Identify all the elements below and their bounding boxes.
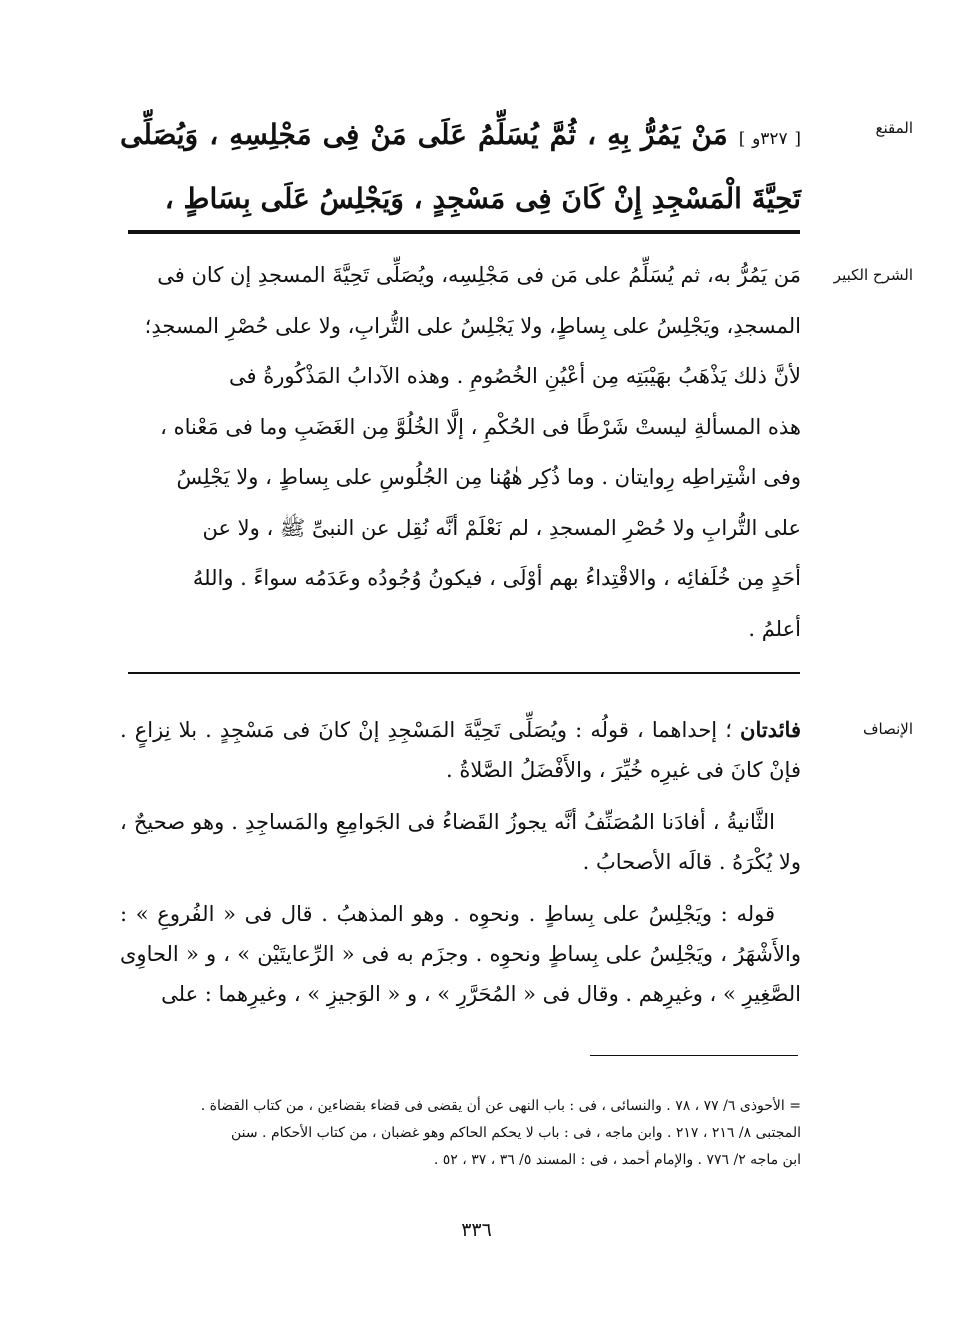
sharh-line: المسجدِ، ويَجْلِسُ على بِساطٍ، ولا يَجْلِسُ على التُّرابِ، ولا على حُصْرِ المسجدِ؛ bbox=[144, 313, 801, 338]
sharh-line: مَن يَمُرُّ به، ثم يُسَلِّمُ على مَن فى مَجْلِسِه، ويُصَلِّى تَحِيَّةَ المسجدِ إن كان فى bbox=[157, 263, 801, 287]
sharh-line: أحَدٍ مِن خُلَفائِه ، والاقْتِداءُ بهم أوْلَى ، فيكونُ وُجُودُه وعَدَمُه سواءً . واللهُ bbox=[192, 566, 801, 590]
sharh-line: وفى اشْتِراطِه رِوايتان . وما ذُكِر هٰهُنا مِن الجُلُوسِ على بِساطٍ ، ولا يَجْلِسُ bbox=[176, 465, 801, 489]
footnote-line: ابن ماجه ٢/ ٧٧٦ . والإمام أحمد ، فى : المسند ٥/ ٣٦ ، ٣٧ ، ٥٢ . bbox=[433, 1152, 801, 1168]
footnote-line: المجتبى ٨/ ٢١٦ ، ٢١٧ . وابن ماجه ، فى : باب لا يحكم الحاكم وهو غضبان ، من كتاب الأحكام . سنن bbox=[230, 1125, 801, 1141]
sharh-line: أعلمُ . bbox=[748, 616, 801, 641]
footnotes bbox=[120, 1093, 801, 1174]
muqni-body: مَنْ يَمُرُّ بِهِ ، ثُمَّ يُسَلِّمُ عَلَى مَنْ فِى مَجْلِسِهِ ، وَيُصَلِّى تَحِيَّةَ الْمَسْجِدِ إِنْ كَانَ فِى مَسْجِدٍ ، وَيَجْلِسُ عَلَى بِسَاطٍ ، bbox=[120, 118, 801, 215]
muqni-section bbox=[120, 105, 913, 229]
insaf-paragraph-3: قوله : ويَجْلِسُ على بِساطٍ . ونحوِه . وهو المذهبُ . قال فى « الفُروعِ » : والأَشْهَرُ ، ويَجْلِسُ على بِساطٍ ونحوِه . وجزَم به فى « الرِّعايتَيْن » ، و « الحاوِى الصَّغِيرِ » ، وغيرِهم . وقال فى « المُحَرَّرِ » ، و « الوَجيزِ » ، وغيرِهما : على bbox=[120, 902, 801, 1006]
footnote-separator bbox=[590, 1055, 798, 1056]
insaf-label: الإنصاف bbox=[862, 720, 913, 738]
benefits-heading: فائدتان bbox=[740, 717, 801, 742]
folio-reference: [ ٣٢٧و ] bbox=[738, 129, 801, 149]
muqni-text bbox=[120, 105, 801, 229]
muqni-label: المقنع bbox=[875, 119, 913, 137]
insaf-paragraph-1: ؛ إحداهما ، قولُه : ويُصَلِّى تَحِيَّةَ المَسْجِدِ إنْ كانَ فى مَسْجِدٍ . بلا نِزاعٍ . فإنْ كانَ فى غيرِه خُيِّرَ ، والأَفْضَلُ الصَّلاةُ . bbox=[120, 718, 801, 782]
sharh-label: الشرح الكبير bbox=[833, 266, 913, 284]
sharh-line: هذه المسألةِ ليستْ شَرْطًا فى الحُكْمِ ، إلَّا الخُلُوَّ مِن الغَضَبِ وما فى مَعْناه ، bbox=[160, 414, 801, 439]
sharh-line: لأنَّ ذلك يَذْهَبُ بهَيْبَتِه مِن أعْيُنِ الخُصُومِ . وهذه الآدابُ المَذْكُورةُ فى bbox=[228, 364, 801, 388]
sharh-text bbox=[120, 250, 801, 654]
insaf-paragraph bbox=[120, 710, 801, 790]
insaf-section bbox=[120, 710, 913, 1026]
page-number: ٣٣٦ bbox=[461, 1219, 492, 1241]
sharh-section bbox=[120, 250, 913, 654]
insaf-text bbox=[120, 710, 801, 1014]
sharh-line: على التُّرابِ ولا حُصْرِ المسجدِ ، لم نَعْلَمْ أنَّه نُقِل عن النبىِّ ﷺ ، ولا عن bbox=[202, 515, 801, 540]
footnote-line: = الأحوذى ٦/ ٧٧ ، ٧٨ . والنسائى ، فى : باب النهى عن أن يقضى فى قضاء بقضاءين ، من كتاب القضاة . bbox=[200, 1098, 801, 1114]
muqni-thick-rule bbox=[128, 230, 800, 234]
sharh-rule bbox=[128, 672, 800, 674]
insaf-paragraph-2: الثَّانيةُ ، أفادَنا المُصَنِّفُ أنَّه يجوزُ القَضاءُ فى الجَوامِعِ والمَساجِدِ . وهو صحيحٌ ، ولا يُكْرَهُ . قالَه الأصحابُ . bbox=[120, 810, 801, 874]
